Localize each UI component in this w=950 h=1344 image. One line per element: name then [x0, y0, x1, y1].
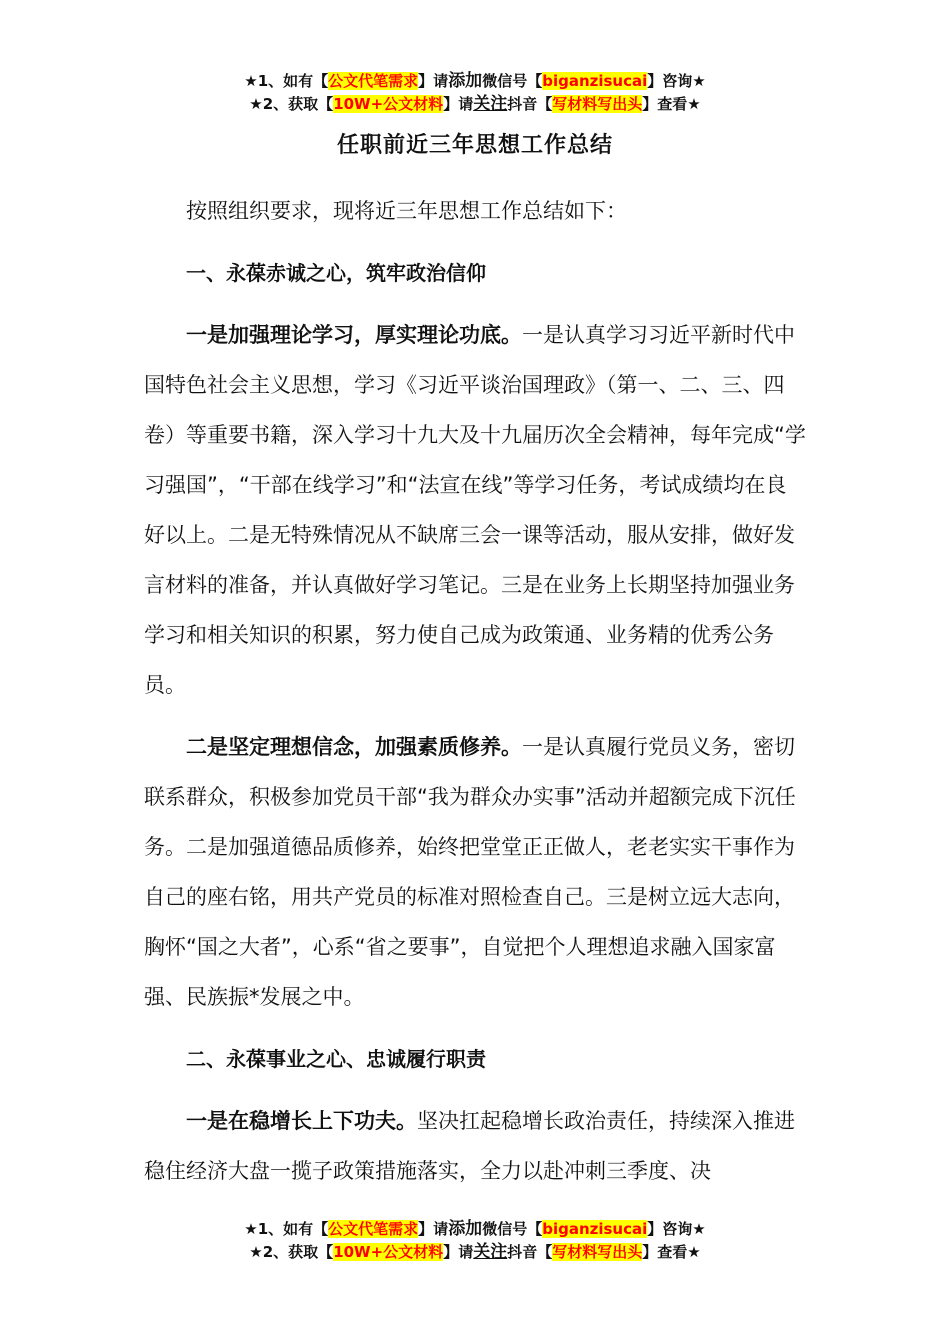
footer-line-1-middle-2: 微信号【 [482, 1220, 543, 1238]
banner-line-2-prefix: ★2、获取【 [249, 95, 334, 113]
footer-line-2-middle: 】请 [443, 1243, 474, 1261]
banner-emphasis-add: 添加 [448, 71, 483, 91]
footer-emphasis-add: 添加 [448, 1219, 483, 1239]
footer-line-2-suffix: 】查看★ [642, 1243, 701, 1261]
header-banner [0, 70, 950, 116]
document-title: 任职前近三年思想工作总结 [336, 133, 613, 158]
banner-emphasis-follow: 关注 [473, 94, 508, 114]
paragraph-1 [144, 310, 806, 710]
banner-highlight-materials: 10W+公文材料 [333, 95, 444, 113]
paragraph-3-lead: 一是在稳增长上下功夫。 [186, 1109, 417, 1133]
section-1-heading: 一、永葆赤诚之心，筑牢政治信仰 [186, 261, 486, 285]
footer-line-1-middle: 】请 [418, 1220, 449, 1238]
banner-line-2 [0, 93, 950, 116]
paragraph-1-lead: 一是加强理论学习，厚实理论功底。 [186, 323, 522, 347]
footer-highlight-service: 公文代笔需求 [328, 1220, 419, 1238]
footer-emphasis-follow: 关注 [473, 1242, 508, 1262]
paragraph-2-lead: 二是坚定理想信念，加强素质修养。 [186, 735, 522, 759]
intro-paragraph: 按照组织要求，现将近三年思想工作总结如下： [186, 199, 627, 223]
footer-line-1 [0, 1218, 950, 1241]
banner-line-1 [0, 70, 950, 93]
banner-line-1-middle-2: 微信号【 [482, 72, 543, 90]
footer-highlight-materials: 10W+公文材料 [333, 1243, 444, 1261]
footer-highlight-douyin: 写材料写出头 [552, 1243, 643, 1261]
footer-highlight-wechat-id: biganzisucai [542, 1220, 648, 1238]
banner-line-2-middle: 】请 [443, 95, 474, 113]
paragraph-1-body: 一是认真学习习近平新时代中国特色社会主义思想，学习《习近平谈治国理政》（第一、二、三、四卷）等重要书籍，深入学习十九大及十九届历次全会精神，每年完成“学习强国”，“干部在线学习”和“法宣在线”等学习任务，考试成绩均在良好以上。二是无特殊情况从不缺席三会一课等活动，服从安排，做好发言材料的准备，并认真做好学习笔记。三是在业务上长期坚持加强业务学习和相关知识的积累，努力使自己成为政策通、业务精的优秀公务员。 [144, 323, 806, 697]
footer-line-2 [0, 1241, 950, 1264]
banner-line-1-prefix: ★1、如有【 [244, 72, 329, 90]
paragraph-2-body: 一是认真履行党员义务，密切联系群众，积极参加党员干部“我为群众办实事”活动并超额完成下沉任务。二是加强道德品质修养，始终把堂堂正正做人，老老实实干事作为自己的座右铭，用共产党员的标准对照检查自己。三是树立远大志向，胸怀“国之大者”，心系“省之要事”，自觉把个人理想追求融入国家富强、民族振*发展之中。 [144, 735, 796, 1009]
banner-highlight-wechat-id: biganzisucai [542, 72, 648, 90]
paragraph-3-body: 坚决扛起稳增长政治责任，持续深入推进稳住经济大盘一揽子政策措施落实，全力以赴冲刺三季度、决 [144, 1109, 795, 1183]
footer-line-2-prefix: ★2、获取【 [249, 1243, 334, 1261]
banner-line-1-middle: 】请 [418, 72, 449, 90]
footer-line-2-middle-2: 抖音【 [507, 1243, 553, 1261]
document-body [144, 186, 806, 1196]
banner-highlight-service: 公文代笔需求 [328, 72, 419, 90]
paragraph-2 [144, 722, 806, 1022]
paragraph-3 [144, 1096, 806, 1196]
footer-line-1-suffix: 】咨询★ [647, 1220, 706, 1238]
banner-line-2-suffix: 】查看★ [642, 95, 701, 113]
banner-highlight-douyin: 写材料写出头 [552, 95, 643, 113]
banner-line-1-suffix: 】咨询★ [647, 72, 706, 90]
footer-banner [0, 1218, 950, 1264]
section-2-heading: 二、永葆事业之心、忠诚履行职责 [186, 1047, 486, 1071]
footer-line-1-prefix: ★1、如有【 [244, 1220, 329, 1238]
banner-line-2-middle-2: 抖音【 [507, 95, 553, 113]
